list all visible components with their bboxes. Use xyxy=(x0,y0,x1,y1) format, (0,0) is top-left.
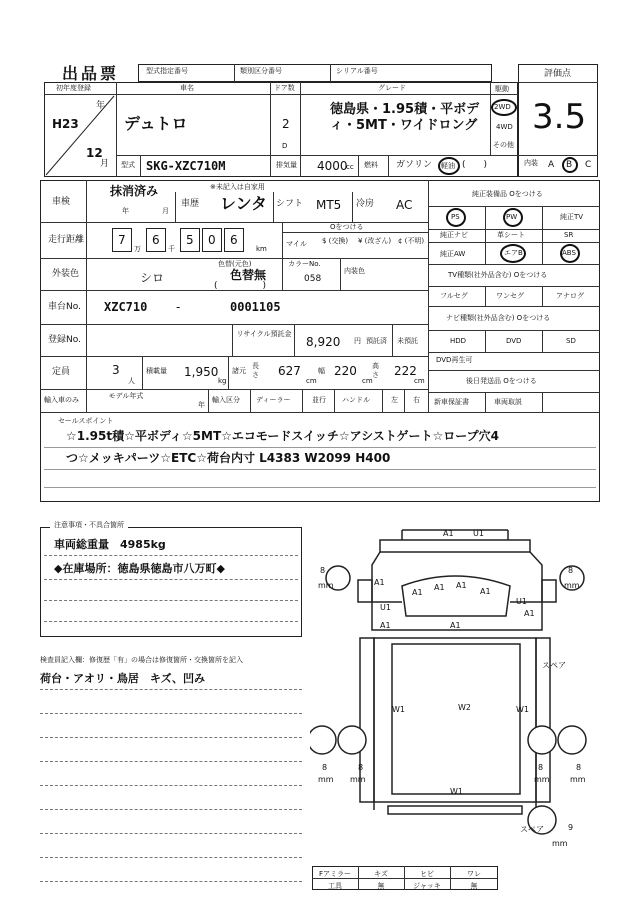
mileage-label: 走行距離 xyxy=(48,235,85,245)
damage-w1-bed-left: W1 xyxy=(392,705,405,714)
sales-points-label: セールスポイント xyxy=(58,417,114,425)
fuel-other: ( ) xyxy=(462,160,488,170)
damage-a1-top: A1 xyxy=(443,529,454,538)
vehicle-name: デュトロ xyxy=(124,114,188,133)
fuel-gasoline: ガソリン xyxy=(396,160,433,170)
vehicle-name-label: 車名 xyxy=(180,84,194,92)
load-unit: kg xyxy=(218,377,227,385)
length-unit: cm xyxy=(306,377,317,385)
recycle-label: リサイクル預託金 xyxy=(236,330,292,338)
height-label: 高さ xyxy=(372,362,379,379)
damage-w1-bed-right: W1 xyxy=(516,705,529,714)
category-number-label: 類別区分番号 xyxy=(240,67,282,75)
score-label: 評価点 xyxy=(544,69,572,79)
inspector-line-1: 荷台・アオリ・鳥居 キズ、凹み xyxy=(40,672,205,685)
door-count: 2 xyxy=(282,117,290,131)
mileage-circle-label: Oをつける xyxy=(330,223,364,231)
chassis-prefix: XZC710 xyxy=(104,300,148,314)
recycle-unit: 円 xyxy=(354,337,361,345)
equip-tv: 純正TV xyxy=(560,213,584,221)
tire-rl-depth: 8 xyxy=(322,763,328,772)
tire-fl-unit: mm xyxy=(318,581,334,590)
import-only-label: 輸入車のみ xyxy=(44,396,79,404)
exterior-color-label: 外装色 xyxy=(52,269,80,279)
damage-a1-cab-left: A1 xyxy=(380,621,391,630)
equip-abs: ABS xyxy=(562,249,576,257)
after-warranty: 新車保証書 xyxy=(434,398,469,406)
damage-a1-wind-1: A1 xyxy=(412,588,423,597)
handle-label: ハンドル xyxy=(342,396,370,404)
inspection-month-unit: 月 xyxy=(162,207,169,215)
navi-dvd: DVD xyxy=(506,337,522,345)
capacity-value: 3 xyxy=(112,363,120,377)
damage-a1-wind-4: A1 xyxy=(480,587,491,596)
registration-month: 12 xyxy=(86,146,103,160)
spare-label-bottom: スペア xyxy=(520,825,544,834)
interior-c: C xyxy=(585,160,592,170)
first-registration-label: 初年度登録 xyxy=(56,84,91,92)
tire-rl2-depth: 8 xyxy=(358,763,364,772)
after-manual: 車両取説 xyxy=(494,398,522,406)
document-title: 出品票 xyxy=(62,64,120,83)
equip-aw: 純正AW xyxy=(440,250,466,258)
handle-right: 右 xyxy=(413,396,420,404)
drive-2wd: 2WD xyxy=(494,103,511,111)
serial-number-label: シリアル番号 xyxy=(336,67,378,75)
exterior-color-value: シロ xyxy=(140,271,165,285)
tire-rl-unit: mm xyxy=(318,775,334,784)
truck-diagram xyxy=(310,510,610,855)
inspection-label: 車検 xyxy=(52,197,71,207)
tv-oneseg: ワンセグ xyxy=(496,292,524,300)
model-designation-label: 型式指定番号 xyxy=(146,67,188,75)
damage-w2-bed: W2 xyxy=(458,703,471,712)
navi-title: ナビ種類(社外品含む) Oをつける xyxy=(446,314,551,322)
registration-number-label: 登録No. xyxy=(48,335,81,345)
inspection-year-unit: 年 xyxy=(122,207,129,215)
id-number-row xyxy=(138,64,492,82)
registration-era: H23 xyxy=(52,117,79,131)
tire-fl-depth: 8 xyxy=(320,566,326,575)
displacement-unit: cc xyxy=(346,163,354,171)
chassis-dash: - xyxy=(176,300,181,314)
tv-analog: アナログ xyxy=(556,292,584,300)
spare-depth: 9 xyxy=(568,823,574,832)
width-label: 幅 xyxy=(318,367,325,375)
equipment-title: 純正装備品 Oをつける xyxy=(472,190,543,198)
width-value: 220 xyxy=(334,364,357,378)
history-value: レンタ xyxy=(220,194,267,213)
color-change-original: ( ) xyxy=(214,281,267,291)
fuel-label: 燃料 xyxy=(364,161,378,169)
drive-label: 駆動 xyxy=(495,85,509,93)
mileage-opt-unknown: ¢ (不明) xyxy=(398,237,425,245)
import-type-label: 輸入区分 xyxy=(212,396,240,404)
dvd-playback-label: DVD再生可 xyxy=(436,356,473,364)
recycle-paid: 預託済 xyxy=(366,337,387,345)
mileage-opt-exchange: $ (交換) xyxy=(322,237,349,245)
mileage-opt-mile: マイル xyxy=(286,240,307,248)
mileage-opt-tamper: ¥ (改ざん) xyxy=(358,237,392,245)
damage-a1-right-door: A1 xyxy=(524,609,535,618)
import-dealer: ディーラー xyxy=(256,396,291,404)
recycle-amount: 8,920 xyxy=(306,335,341,349)
legend-scratch: キズ xyxy=(374,870,388,878)
tire-rl2-unit: mm xyxy=(350,775,366,784)
year-unit: 年 xyxy=(96,101,106,111)
damage-a1-wind-3: A1 xyxy=(456,581,467,590)
damage-a1-cab-center: A1 xyxy=(450,621,461,630)
damage-u1-left-door: U1 xyxy=(380,603,391,612)
legend-mirror: Fアミラー xyxy=(318,870,352,878)
equip-airbag: エアB xyxy=(504,249,523,257)
model-code-label: 型式 xyxy=(121,161,135,169)
mileage-digit-4: 0 xyxy=(208,233,216,247)
cooler-value: AC xyxy=(396,198,413,212)
tire-fr-depth: 8 xyxy=(568,566,574,575)
chassis-label: 車台No. xyxy=(48,302,81,312)
mileage-unit-man: 万 xyxy=(134,245,141,253)
door-type: D xyxy=(282,142,288,150)
legend-crack: ヒビ xyxy=(420,870,434,878)
height-unit: cm xyxy=(414,377,425,385)
length-value: 627 xyxy=(278,364,301,378)
mileage-digit-3: 5 xyxy=(186,233,194,247)
inspection-note: ※未記入は自家用 xyxy=(210,183,265,191)
mileage-unit-sen: 千 xyxy=(168,245,175,253)
damage-a1-left-door: A1 xyxy=(374,578,385,587)
import-parallel: 並行 xyxy=(312,396,326,404)
navi-sd: SD xyxy=(566,337,576,345)
capacity-label: 定員 xyxy=(52,367,71,377)
handle-left: 左 xyxy=(391,396,398,404)
sales-points-line-1: ☆1.95t積☆平ボディ☆5MT☆エコモードスイッチ☆アシストゲート☆ロープ穴4 xyxy=(66,429,499,443)
tire-rr-unit: mm xyxy=(534,775,550,784)
equip-ps: PS xyxy=(451,213,460,221)
tire-rr2-unit: mm xyxy=(570,775,586,784)
color-number-label: カラーNo. xyxy=(288,260,321,268)
model-year-unit: 年 xyxy=(198,401,205,409)
tv-title: TV種類(社外品含む) Oをつける xyxy=(448,271,548,279)
interior-b: B xyxy=(566,160,573,170)
damage-u1-right-door: U1 xyxy=(516,597,527,606)
history-label: 車歴 xyxy=(181,199,200,209)
drive-4wd: 4WD xyxy=(496,123,513,131)
notes-line-1: 車両総重量 4985kg xyxy=(54,538,166,551)
mileage-unit-km: km xyxy=(256,245,267,253)
damage-a1-wind-2: A1 xyxy=(434,583,445,592)
score-value: 3.5 xyxy=(532,97,587,137)
displacement-value: 4000 xyxy=(317,159,348,173)
tv-fullseg: フルセグ xyxy=(440,292,468,300)
inspector-label: 検査員記入欄：修復歴「有」の場合は修復箇所・交換箇所を記入 xyxy=(40,656,243,664)
model-year-label: モデル年式 xyxy=(108,392,144,400)
notes-line-2: ◆在庫場所：徳島県徳島市八万町◆ xyxy=(54,562,225,575)
shift-label: シフト xyxy=(276,199,304,209)
equip-leather: 革シート xyxy=(497,231,525,239)
sales-points-line-2: つ☆メッキパーツ☆ETC☆荷台内寸 L4383 W2099 H400 xyxy=(66,451,391,465)
width-unit: cm xyxy=(362,377,373,385)
legend-jack: ジャッキ xyxy=(413,882,441,890)
color-number: 058 xyxy=(304,274,322,284)
doors-label: ドア数 xyxy=(274,84,295,92)
legend-tools-value: 無 xyxy=(377,882,385,890)
tire-fr-unit: mm xyxy=(564,581,580,590)
equip-navi: 純正ナビ xyxy=(440,231,468,239)
damage-u1-top: U1 xyxy=(473,529,484,538)
legend-break: ワレ xyxy=(467,870,481,878)
notes-label: 注意事項・不具合箇所 xyxy=(50,520,128,530)
spare-unit: mm xyxy=(552,839,568,848)
capacity-unit: 人 xyxy=(128,377,135,385)
displacement-label: 排気量 xyxy=(276,161,297,169)
interior-color-label: 内装色 xyxy=(344,267,365,275)
cooler-label: 冷房 xyxy=(356,199,375,209)
recycle-unpaid: 未預託 xyxy=(397,337,418,345)
model-code: SKG-XZC710M xyxy=(146,159,226,173)
load-value: 1,950 xyxy=(184,365,219,379)
dimensions-label: 諸元 xyxy=(232,367,246,375)
grade-label: グレード xyxy=(378,84,406,92)
mileage-digit-5: 6 xyxy=(230,233,238,247)
equip-sunroof: SR xyxy=(564,231,574,239)
legend-tools: 工具 xyxy=(328,882,342,890)
interior-a: A xyxy=(548,160,555,170)
tire-rr2-depth: 8 xyxy=(576,763,582,772)
spare-label-top: スペア xyxy=(542,661,566,670)
inspection-value: 抹消済み xyxy=(110,184,159,198)
color-change-label: 色替(元色) xyxy=(218,260,252,268)
length-label: 長さ xyxy=(252,362,259,379)
mileage-digit-1: 7 xyxy=(118,233,126,247)
shift-value: MT5 xyxy=(316,198,342,212)
color-change-value: 色替無 xyxy=(230,268,267,282)
chassis-number: 0001105 xyxy=(230,300,281,314)
damage-w1-tailgate: W1 xyxy=(450,787,463,796)
tire-rr-depth: 8 xyxy=(538,763,544,772)
mileage-digit-2: 6 xyxy=(152,233,160,247)
month-unit: 月 xyxy=(100,159,110,169)
height-value: 222 xyxy=(394,364,417,378)
load-label: 積載量 xyxy=(146,367,167,375)
grade-text: 徳島県・1.95積・平ボディ・5MT・ワイドロング xyxy=(330,102,480,133)
navi-hdd: HDD xyxy=(450,337,467,345)
fuel-diesel: 軽油 xyxy=(441,162,455,170)
equip-pw: PW xyxy=(506,213,518,221)
legend-jack-value: 無 xyxy=(470,882,478,890)
drive-other: その他 xyxy=(493,141,514,149)
after-items-title: 後日発送品 Oをつける xyxy=(466,377,537,385)
interior-label: 内装 xyxy=(524,159,538,167)
